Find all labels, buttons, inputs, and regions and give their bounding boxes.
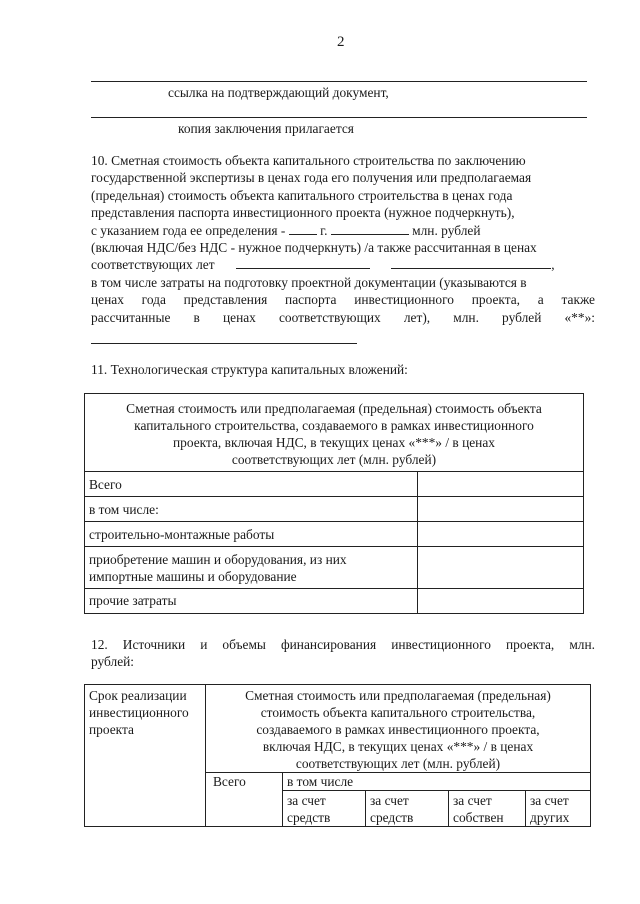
source-cell	[449, 791, 526, 827]
implementation-period-cell	[85, 685, 206, 827]
years-label: соответствующих лет	[91, 257, 215, 273]
reference-blank-line	[91, 81, 587, 82]
row-label-line: приобретение машин и оборудования, из них	[89, 552, 347, 567]
header-line: проекта, включая НДС, в текущих ценах «***» / в ценах	[172, 435, 495, 450]
table-row	[85, 589, 584, 614]
including-cell: в том числе	[283, 773, 591, 791]
header-line: стоимость объекта капитального строительства,	[260, 705, 536, 720]
section-10-line-3: (предельная) стоимость объекта капитального строительства в ценах года	[91, 187, 513, 203]
table-header-cell	[85, 394, 584, 472]
header-line: Сметная стоимость или предполагаемая (предельная)	[245, 688, 551, 703]
total-cell: Всего	[206, 773, 283, 827]
table-row	[85, 472, 584, 497]
years-blank-2	[391, 257, 551, 269]
source-line: собствен	[453, 810, 504, 825]
section-12-heading-line-2: рублей:	[91, 654, 135, 670]
row-value-cell	[418, 497, 584, 522]
reference-document-caption: ссылка на подтверждающий документ,	[168, 85, 389, 100]
header-line: соответствующих лет (млн. рублей)	[231, 452, 437, 467]
table-row	[85, 497, 584, 522]
row-label-line: импортные машины и оборудование	[89, 569, 297, 584]
source-cell	[283, 791, 366, 827]
source-cell	[526, 791, 591, 827]
header-line: соответствующих лет (млн. рублей)	[295, 756, 501, 771]
section-12-heading	[91, 636, 595, 671]
year-label: с указанием года ее определения -	[91, 222, 286, 238]
years-comma: ,	[551, 257, 555, 273]
section-10-line-8: в том числе затраты на подготовку проектной документации (указываются в	[91, 274, 527, 290]
source-cell	[366, 791, 449, 827]
amount-unit: млн. рублей	[412, 222, 481, 238]
section-10-paragraph	[91, 152, 595, 326]
period-label-line: проекта	[89, 722, 134, 737]
financing-table	[84, 684, 591, 827]
section-10-line-7	[91, 256, 595, 273]
row-label: в том числе:	[85, 497, 418, 522]
header-line: включая НДС, в текущих ценах «***» / в ценах	[262, 739, 534, 754]
source-line: средств	[287, 810, 331, 825]
section-10-line-4: представления паспорта инвестиционного проекта (нужное подчеркнуть),	[91, 205, 515, 221]
source-line: за счет	[287, 793, 326, 808]
header-line: капитального строительства, создаваемого в рамках инвестиционного	[134, 418, 534, 433]
row-label	[85, 547, 418, 589]
amount-blank	[331, 223, 409, 235]
header-line: Сметная стоимость или предполагаемая (предельная) стоимость объекта	[126, 401, 542, 416]
source-line: за счет	[370, 793, 409, 808]
conclusion-blank-line	[91, 117, 587, 118]
row-value-cell	[418, 589, 584, 614]
section-11-heading: 11. Технологическая структура капитальных вложений:	[91, 362, 408, 377]
source-line: за счет	[530, 793, 569, 808]
table-row	[85, 547, 584, 589]
section-10-line-5	[91, 222, 595, 239]
row-value-cell	[418, 522, 584, 547]
financing-header-cell	[206, 685, 591, 773]
years-blank-1	[236, 257, 370, 269]
row-label: строительно-монтажные работы	[85, 522, 418, 547]
row-label: прочие затраты	[85, 589, 418, 614]
row-value-cell	[418, 547, 584, 589]
table-header-row	[85, 394, 584, 472]
section-10-line-1: 10. Сметная стоимость объекта капитального строительства по заключению	[91, 153, 526, 168]
capital-structure-table	[84, 393, 584, 614]
source-line: за счет	[453, 793, 492, 808]
financing-header-row	[85, 685, 591, 773]
design-costs-blank-line	[91, 343, 357, 344]
page-number: 2	[337, 34, 345, 50]
year-suffix: г.	[320, 222, 328, 238]
row-value-cell	[418, 472, 584, 497]
section-10-line-2: государственной экспертизы в ценах года его получения или предполагаемая	[91, 170, 532, 186]
section-10-line-10: рассчитанные в ценах соответствующих лет), млн. рублей «**»:	[91, 309, 595, 325]
period-label-line: Срок реализации	[89, 688, 187, 703]
header-line: создаваемого в рамках инвестиционного проекта,	[256, 722, 540, 737]
row-label: Всего	[85, 472, 418, 497]
section-10-line-6: (включая НДС/без НДС - нужное подчеркнуть) /а также рассчитанная в ценах	[91, 240, 537, 256]
section-12-heading-line-1: 12. Источники и объемы финансирования инвестиционного проекта, млн.	[91, 637, 595, 652]
source-line: других	[530, 810, 570, 825]
period-label-line: инвестиционного	[89, 705, 189, 720]
conclusion-caption: копия заключения прилагается	[178, 121, 354, 136]
section-10-line-9: ценах года представления паспорта инвестиционного проекта, а также	[91, 292, 595, 308]
source-line: средств	[370, 810, 414, 825]
table-row	[85, 522, 584, 547]
year-blank	[289, 223, 317, 235]
